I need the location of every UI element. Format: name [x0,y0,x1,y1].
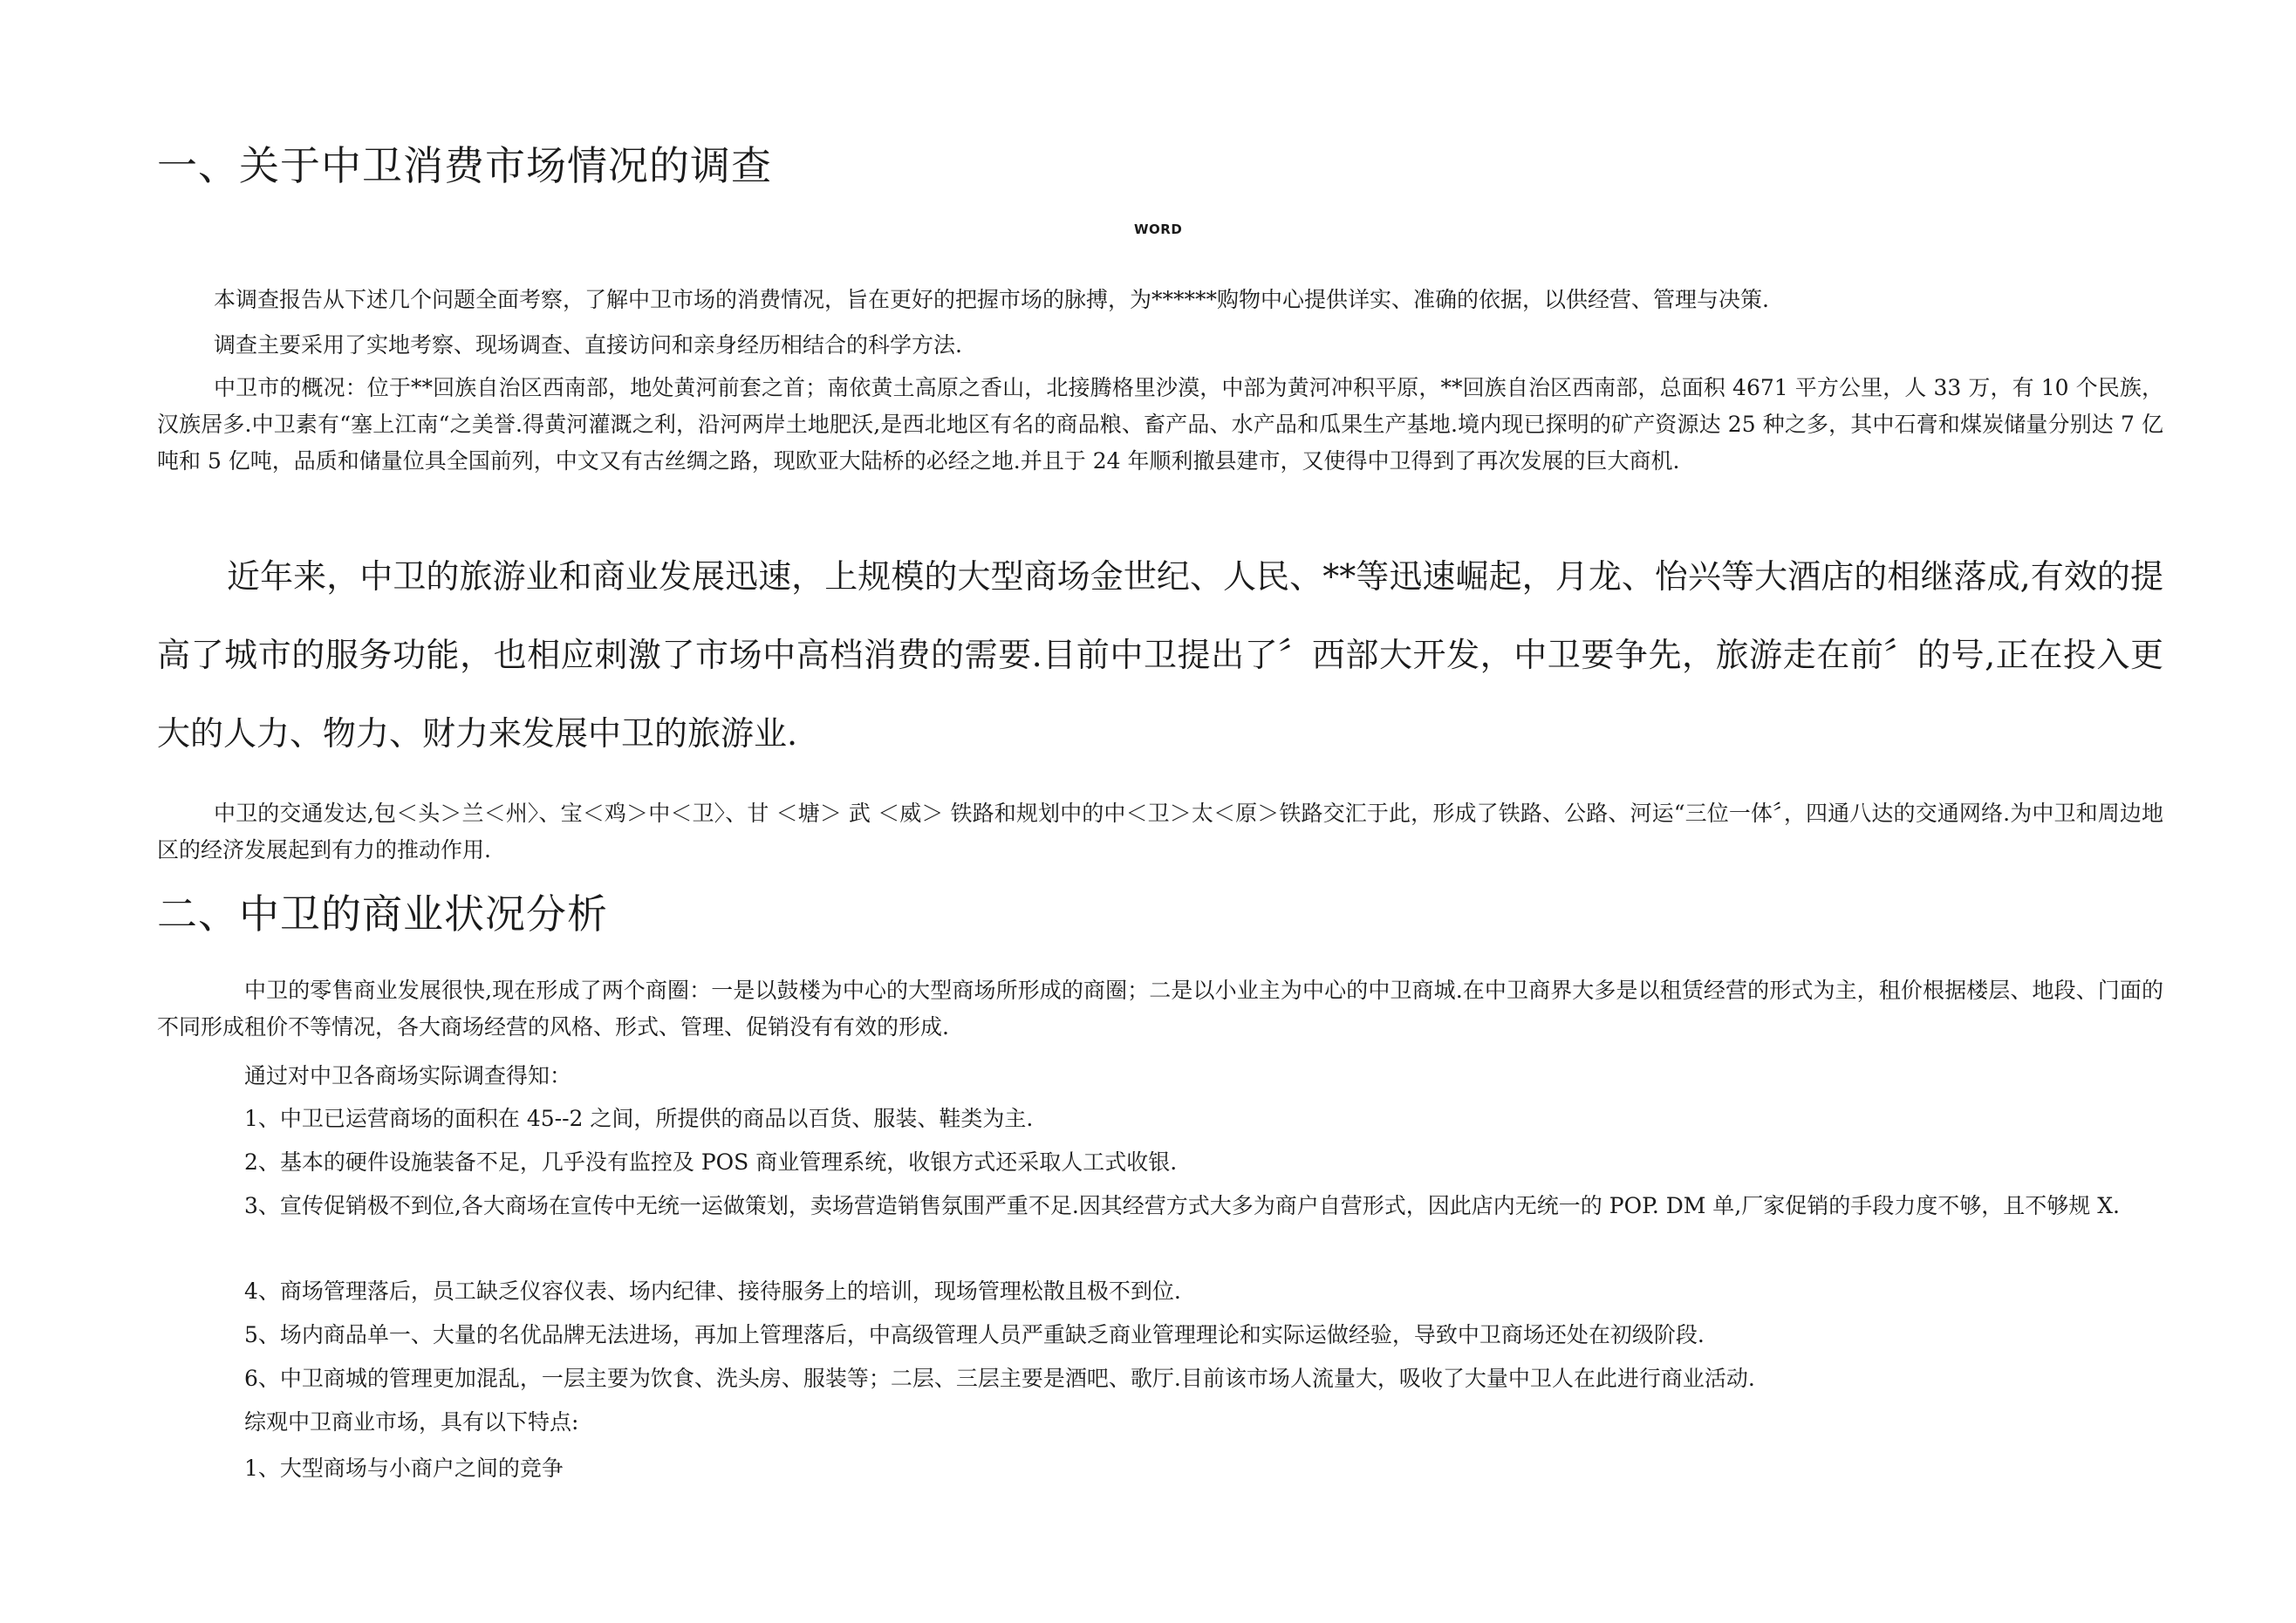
section-1-title: 一、关于中卫消费市场情况的调查 [157,142,772,189]
list-item-2: 2、基本的硬件设施装备不足，几乎没有监控及 POS 商业管理系统，收银方式还采取人工式收银. [244,1149,1178,1175]
list-item-4: 4、商场管理落后，员工缺乏仪容仪表、场内纪律、接待服务上的培训，现场管理松散且极不到位. [244,1279,1181,1304]
paragraph-transport: 中卫的交通发达,包＜头＞兰＜州〉、宝＜鸡＞中＜卫〉、甘 ＜塘＞ 武 ＜威＞ 铁路和规划中的中＜卫＞太＜原＞铁路交汇于此，形成了铁路、公路、河运“三位一体〞，四通八达的交通网络.为中卫和周边地区的经济发展起到有力的推动作用. [157,801,2163,863]
list-item-5: 5、场内商品单一、大量的名优品牌无法进场，再加上管理落后，中高级管理人员严重缺乏商业管理理论和实际运做经验，导致中卫商场还处在初级阶段. [244,1322,1705,1347]
feature-item-1: 1、大型商场与小商户之间的竞争 [244,1456,564,1481]
paragraph-development: 近年来，中卫的旅游业和商业发展迅速，上规模的大型商场金世纪、人民、**等迅速崛起，月龙、怡兴等大酒店的相继落成,有效的提高了城市的服务功能，也相应刺激了市场中高档消费的需要.目前中卫提出了〞西部大开发，中卫要争先，旅游走在前〞的号,正在投入更大的人力、物力、财力来发展中卫的旅游业. [157,557,2163,753]
paragraph-overview: 中卫市的概况：位于**回族自治区西南部，地处黄河前套之首；南依黄土高原之香山，北接腾格里沙漠，中部为黄河冲积平原，**回族自治区西南部，总面积 4671 平方公里，人 33 万，有 10 个民族，汉族居多.中卫素有“塞上江南“之美誉.得黄河灌溉之利，沿河两岸土地肥沃,是西北地区有名的商品粮、畜产品、水产品和瓜果生产基地.境内现已探明的矿产资源达 25 种之多，其中石膏和煤炭储量分别达 7 亿吨和 5 亿吨，品质和储量位具全国前列，中文又有古丝绸之路，现欧亚大陆桥的必经之地.并且于 24 年顺利撤县建市，又使得中卫得到了再次发展的巨大商机. [157,375,2163,474]
paragraph-retail: 中卫的零售商业发展很快,现在形成了两个商圈：一是以鼓楼为中心的大型商场所形成的商圈；二是以小业主为中心的中卫商城.在中卫商界大多是以租赁经营的形式为主，租价根据楼层、地段、门面的不同形成租价不等情况，各大商场经营的风格、形式、管理、促销没有有效的形成. [157,978,2163,1040]
header-label: WORD [1134,222,1183,237]
list-item-3: 3、宣传促销极不到位,各大商场在宣传中无统一运做策划，卖场营造销售氛围严重不足.因其经营方式大多为商户自营形式，因此店内无统一的 POP. DM 单,厂家促销的手段力度不够，且不够规 X. [244,1193,2120,1218]
survey-lead: 通过对中卫各商场实际调查得知： [244,1063,572,1088]
section-2-title: 二、中卫的商业状况分析 [157,890,608,938]
list-item-6: 6、中卫商城的管理更加混乱，一层主要为饮食、洗头房、服装等；二层、三层主要是酒吧、歌厅.目前该市场人流量大，吸收了大量中卫人在此进行商业活动. [244,1366,1755,1391]
paragraph-purpose: 本调查报告从下述几个问题全面考察，了解中卫市场的消费情况，旨在更好的把握市场的脉搏，为******购物中心提供详实、准确的依据，以供经营、管理与决策. [214,287,1769,312]
paragraph-method: 调查主要采用了实地考察、现场调查、直接访问和亲身经历相结合的科学方法. [214,332,962,358]
list-item-1: 1、中卫已运营商场的面积在 45--2 之间，所提供的商品以百货、服装、鞋类为主. [244,1106,1034,1131]
summary-line: 综观中卫商业市场，具有以下特点: [244,1409,579,1435]
